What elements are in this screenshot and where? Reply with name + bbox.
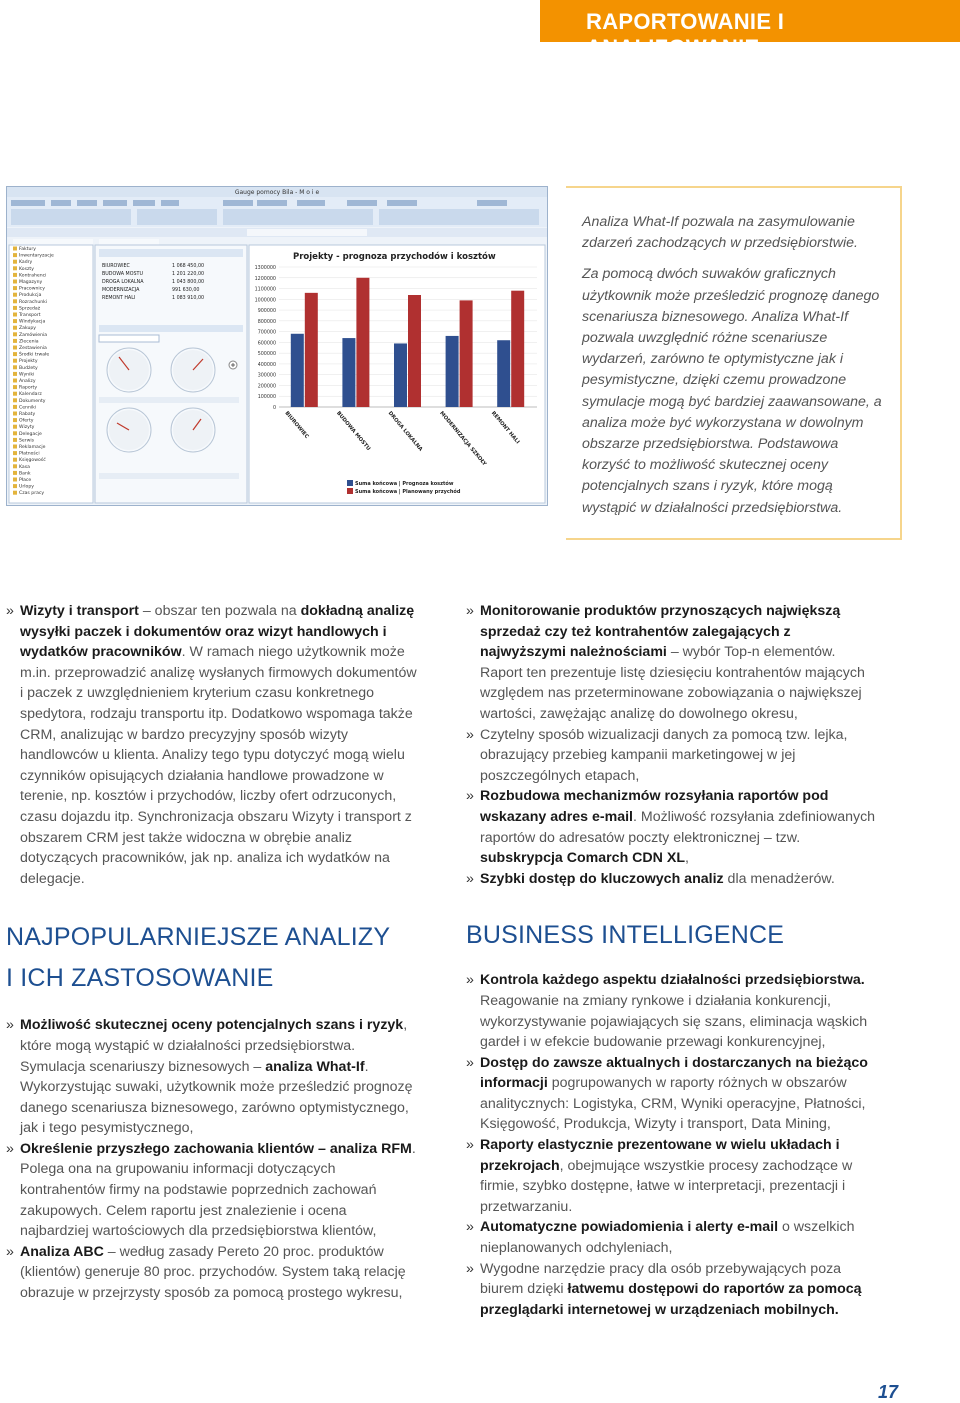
y-tick-label: 700000 — [257, 330, 276, 336]
folder-icon — [13, 385, 17, 389]
legend-swatch — [347, 480, 353, 486]
tree-item[interactable]: Kasa — [19, 464, 30, 470]
tree-item[interactable]: Bank — [19, 471, 31, 477]
grid-cell-value: 1 043 800,00 — [172, 280, 205, 285]
text: – według zasady Pereto 20 proc. produktów (klientów) generuje 80 proc. przychodów. System taką relację obrazuje w przejrzysty sposób za pomocą prostego wykresu, — [20, 1243, 406, 1302]
bold-text: Rozbudowa mechanizmów rozsyłania raportów pod wskazany adres e-mail — [480, 788, 829, 825]
grid-cell-value: 1 068 450,00 — [172, 264, 205, 269]
folder-icon — [13, 352, 17, 356]
tree-item[interactable]: Pracownicy — [19, 286, 45, 292]
folder-icon — [13, 346, 17, 350]
folder-icon — [13, 339, 17, 343]
folder-icon — [13, 319, 17, 323]
tree-item[interactable]: Czas pracy — [19, 491, 45, 497]
tree-item[interactable]: Analizy — [19, 379, 36, 384]
tree-item[interactable]: Płace — [19, 478, 32, 483]
chart-bar — [394, 343, 407, 407]
page-number: 17 — [878, 1382, 899, 1402]
chart-bar — [342, 338, 355, 407]
tree-item[interactable]: Kontrahenci — [19, 273, 47, 279]
y-tick-label: 1100000 — [254, 287, 276, 293]
folder-icon — [13, 253, 17, 257]
right-column — [466, 601, 880, 1320]
chart-bar — [446, 336, 459, 407]
bold-text: Monitorowanie produktów przynoszących największą sprzedaż czy też kontrahentów zalegających z najwyższymi należnościami — [480, 603, 841, 661]
folder-icon — [13, 365, 17, 369]
folder-icon — [13, 326, 17, 330]
folder-icon — [13, 464, 17, 468]
tree-item[interactable]: Rozrachunki — [19, 299, 48, 305]
y-tick-label: 1300000 — [254, 266, 276, 271]
folder-icon — [13, 458, 17, 462]
y-tick-label: 800000 — [257, 319, 276, 325]
bold-text: analiza What-If — [265, 1058, 365, 1075]
folder-icon — [13, 379, 17, 383]
parameters-header — [99, 325, 243, 332]
list-item — [466, 1217, 880, 1258]
tree-item[interactable]: Sprzedaż — [19, 306, 41, 312]
text: . Możliwość rozsyłania zdefiniowanych raportów do adresatów poczty elektronicznej – tzw. — [480, 808, 876, 846]
list-item — [466, 1259, 880, 1321]
caption-paragraph-1: Analiza What-If pozwala na zasymulowanie zdarzeń zachodzących w przedsiębiorstwie. — [582, 214, 858, 252]
x-tick-label: BIUROWIEC — [283, 410, 310, 440]
list-item — [6, 1242, 418, 1304]
folder-icon — [13, 425, 17, 429]
chart-bar — [408, 295, 421, 407]
folder-icon — [13, 286, 17, 290]
tree-item[interactable]: Cenniki — [19, 405, 37, 411]
y-tick-label: 400000 — [257, 362, 276, 368]
bold-text: Określenie przyszłego zachowania klientów – analiza RFM — [20, 1140, 412, 1157]
folder-icon — [13, 359, 17, 363]
caption — [582, 212, 884, 529]
text: Reagowanie na zmiany rynkowe i działania konkurencji, wykorzystywanie pojawiających się szans, eliminacja wąskich gardeł i w efekcie budowanie przewagi konkurencyjnej, — [480, 992, 868, 1051]
y-tick-label: 300000 — [257, 373, 276, 379]
bold-text: Możliwość skutecznej oceny potencjalnych szans i ryzyk — [20, 1017, 404, 1034]
folder-icon — [13, 372, 17, 376]
folder-icon — [13, 260, 17, 264]
window-title: Gauge pomocy Bila - M o i e — [234, 189, 320, 196]
tree-item[interactable]: Produkcja — [19, 293, 42, 299]
text: . Polega ona na grupowaniu informacji dotyczących kontrahentów firmy na podstawie poprzednich zachowań zakupowych. Celem raportu jest znalezienie i ocena najbardziej wartościowych dla przedsiębiorstwa klientów, — [20, 1140, 416, 1240]
y-tick-label: 1000000 — [254, 298, 276, 304]
tree-item[interactable]: Płatności — [19, 451, 40, 457]
chart-bar — [511, 291, 524, 407]
text: – wybór Top-n elementów. Raport ten prezentuje listę dziesięciu kontrahentów mających względem nas przeterminowane zobowiązania o największej wartości, zawężając analizę do dowolnego okresu, — [480, 644, 865, 722]
folder-icon — [13, 418, 17, 422]
tree-item[interactable]: Księgowość — [19, 458, 46, 464]
tree-item[interactable]: Budżety — [19, 365, 38, 371]
grid-cell-name: REMONT HALI — [102, 296, 136, 301]
grid-cell-value: 1 083 910,00 — [172, 296, 205, 301]
tree-item[interactable]: Zestawienia — [19, 346, 47, 351]
x-tick-label: BUDOWA MOSTU — [335, 410, 372, 453]
list-item — [6, 1015, 418, 1139]
folder-icon — [13, 438, 17, 442]
x-tick-label: MODERNIZACJA SZKOŁY — [438, 410, 488, 468]
tree-item[interactable]: Transport — [19, 313, 41, 318]
bold-text: Wizyty i transport — [20, 603, 139, 619]
section-title: RAPORTOWANIE I ANALIZOWANIE — [586, 9, 785, 60]
folder-icon — [13, 445, 17, 449]
folder-icon — [13, 478, 17, 482]
list-item — [466, 601, 880, 725]
tree-item[interactable]: Środki trwałe — [19, 352, 50, 358]
bold-text: Automatyczne powiadomienia i alerty e-mail — [480, 1219, 779, 1236]
tree-item[interactable]: Koszty — [19, 266, 34, 272]
wizyty-paragraph — [6, 601, 418, 889]
grid-cell-value: 991 630,00 — [172, 288, 200, 293]
grid-cell-value: 1 201 220,00 — [172, 272, 205, 277]
folder-icon — [13, 412, 17, 416]
left-column — [6, 601, 418, 1304]
tree-item[interactable]: Projekty — [19, 359, 38, 365]
y-tick-label: 100000 — [257, 395, 276, 401]
folder-icon — [13, 273, 17, 277]
folder-icon — [13, 451, 17, 455]
folder-icon — [13, 431, 17, 435]
bold-text: subskrypcja Comarch CDN XL — [480, 850, 685, 867]
tree-item[interactable]: Kadry — [19, 260, 33, 266]
chart-bar — [460, 300, 473, 407]
folder-icon — [13, 247, 17, 251]
y-tick-label: 0 — [272, 406, 276, 411]
bold-text: Analiza ABC — [20, 1243, 104, 1260]
text: dla menadżerów. — [723, 870, 835, 887]
legend-label: Suma końcowa | Prognoza kosztów — [355, 481, 454, 487]
scenario-select[interactable] — [99, 335, 159, 342]
chart-bar — [305, 293, 318, 407]
chart-bar — [291, 334, 304, 407]
text: Czytelny sposób wizualizacji danych za pomocą tzw. lejka, obrazujący przebieg kampanii marketingowej w jej poszczególnych etapach, — [480, 726, 848, 784]
list-item — [466, 786, 880, 868]
list-item — [466, 1135, 880, 1217]
folder-icon — [13, 306, 17, 310]
bi-heading: BUSINESS INTELLIGENCE — [466, 921, 785, 950]
bold-text: Raporty elastycznie prezentowane w wielu układach i przekrojach — [480, 1137, 840, 1174]
tree-item[interactable]: Zakupy — [19, 326, 37, 332]
x-tick-label: DROGA LOKALNA — [386, 410, 424, 453]
y-tick-label: 900000 — [257, 309, 276, 315]
chart-bar — [356, 278, 369, 407]
text: , obejmujące wszystkie procesy zachodzące w firmie, szybko dostępne, łatwe w interpretacji, prezentacji i przetwarzaniu. — [480, 1157, 853, 1215]
y-tick-label: 200000 — [257, 384, 276, 390]
text: , — [685, 850, 689, 867]
text: , które mogą wystąpić w działalności przedsiębiorstwa. Symulacja scenariuszy biznesowych – — [20, 1017, 408, 1075]
heading-line-2: I ICH ZASTOSOWANIE — [6, 964, 274, 993]
tree-item[interactable]: Windykacja — [19, 319, 46, 325]
tree-item[interactable]: Urlopy — [19, 484, 34, 490]
bold-text: dokładną analizę wysyłki paczek i dokumentów oraz wizyt handlowych i wydatków pracowników — [20, 603, 415, 661]
folder-icon — [13, 398, 17, 402]
tree-item[interactable]: Inwentaryzacje — [19, 253, 54, 259]
chart-title: Projekty - prognoza przychodów i kosztów — [293, 252, 496, 262]
folder-icon — [13, 392, 17, 396]
grid-cell-name: BUDOWA MOSTU — [102, 272, 143, 277]
tree-item[interactable]: Rabaty — [19, 412, 36, 417]
legend-label: Suma końcowa | Planowany przychód — [355, 489, 461, 495]
y-tick-label: 1200000 — [254, 276, 276, 282]
tree-item[interactable]: Reklamacje — [19, 445, 46, 450]
tree-item[interactable]: Wyniki — [19, 372, 35, 378]
folder-icon — [13, 313, 17, 317]
folder-icon — [13, 332, 17, 336]
bold-text: Szybki dostęp do kluczowych analiz — [480, 870, 724, 887]
heading-line-1: NAJPOPULARNIEJSZE ANALIZY — [6, 923, 391, 952]
folder-icon — [13, 491, 17, 495]
tree-item[interactable]: Zamówienia — [19, 332, 48, 338]
list-item — [466, 869, 880, 890]
folder-icon — [13, 299, 17, 303]
tree-item[interactable]: Delegacje — [19, 431, 42, 437]
tree-item[interactable]: Faktury — [19, 247, 37, 252]
list-item — [466, 1053, 880, 1135]
list-item — [466, 725, 880, 787]
text: – obszar ten pozwala na — [138, 603, 301, 619]
tree-item[interactable]: Wizyty — [19, 425, 35, 431]
tree-item[interactable]: Serwis — [19, 438, 35, 444]
caption-paragraph-2: Za pomocą dwóch suwaków graficznych użytkownik może prześledzić prognozę danego scenariusza biznesowego. Analiza What-If pozwala uwzględnić różne scenariusze wydarzeń, zarówno te optymistyczne jak i pesymistyczne, dzięki czemu prowadzone symulacje mogą być bardziej zaawansowane, a analiza może być wykorzystana w dowolnym obszarze przedsiębiorstwa. Podstawowa korzyść to możliwość skutecznej oceny potencjalnych szans i ryzyk, które mogą wystąpić w działalności przedsiębiorstwa. — [582, 266, 882, 516]
tree-item[interactable]: Kalendarz — [19, 392, 42, 398]
text: pogrupowanych w raporty różnych w obszarów analitycznych: Logistyka, CRM, Wyniki operacyjne, Płatności, Księgowość, Produkcja, Wizyty i transport, Data Mining, — [480, 1075, 866, 1133]
app-screenshot — [6, 186, 548, 506]
y-tick-label: 500000 — [257, 352, 276, 358]
bold-text: Kontrola każdego aspektu działalności przedsiębiorstwa. — [480, 972, 865, 989]
text: o wszelkich nieplanowanych odchyleniach, — [480, 1219, 855, 1257]
list-item — [6, 1139, 418, 1242]
grid-cell-name: BIUROWIEC — [102, 264, 130, 269]
grid-cell-name: MODERNIZACJA — [102, 288, 140, 293]
legend-swatch — [347, 488, 353, 494]
folder-icon — [13, 293, 17, 297]
bold-text: łatwemu dostępowi do raportów za pomocą przeglądarki internetowej w urządzeniach mobilnych. — [480, 1281, 862, 1318]
chart-bar — [497, 340, 510, 407]
tree-item[interactable]: Oferty — [19, 418, 34, 424]
y-tick-label: 600000 — [257, 341, 276, 347]
x-tick-label: REMONT HALI — [489, 410, 521, 446]
bold-text: Dostęp do zawsze aktualnych i dostarczanych na bieżąco informacji — [480, 1054, 868, 1092]
folder-icon — [13, 266, 17, 270]
text: . Wykorzystując suwaki, użytkownik może prześledzić prognozę danego scenariusza biznesowego, zarówno optymistycznego, jak i tego pesymistycznego, — [20, 1058, 413, 1137]
folder-icon — [13, 484, 17, 488]
tree-item[interactable]: Raporty — [19, 385, 38, 391]
text: . W ramach niego użytkownik może m.in. przeprowadzić analizę wysłanych firmowych dokumentów i paczek z uwzględnieniem kryterium czasu konkretnego spedytora, rodzaju transportu itp. Dodatkowo wspomaga także CRM, analizując w bardzo precyzyjny sposób wizyty handlowców u klienta. Analizy tego typu dotyczyć mogą wielu czynników opisujących działania handlowe prowadzone w terenie, np. kosztów i przychodów, liczby ofert odrzuconych, czasu dojazdu itp. Synchronizacja obszaru Wizyty i transport z obszarem CRM jest także widoczna w obrębie analiz dotyczących pracowników, jak np. analiza ich wydatków na delegacje. — [20, 644, 417, 887]
list-item — [466, 970, 880, 1052]
folder-icon — [13, 280, 17, 284]
screenshot-svg — [7, 187, 547, 505]
tree-item[interactable]: Dokumenty — [19, 398, 46, 404]
folder-icon — [13, 405, 17, 409]
tree-item[interactable]: Magazyny — [19, 280, 43, 285]
folder-icon — [13, 471, 17, 475]
tree-item[interactable]: Zlecenia — [19, 339, 39, 345]
grid-cell-name: DROGA LOKALNA — [102, 280, 144, 285]
header-bar — [540, 0, 960, 60]
text: Wygodne narzędzie pracy dla osób przebywających poza biurem dzięki — [480, 1260, 842, 1298]
